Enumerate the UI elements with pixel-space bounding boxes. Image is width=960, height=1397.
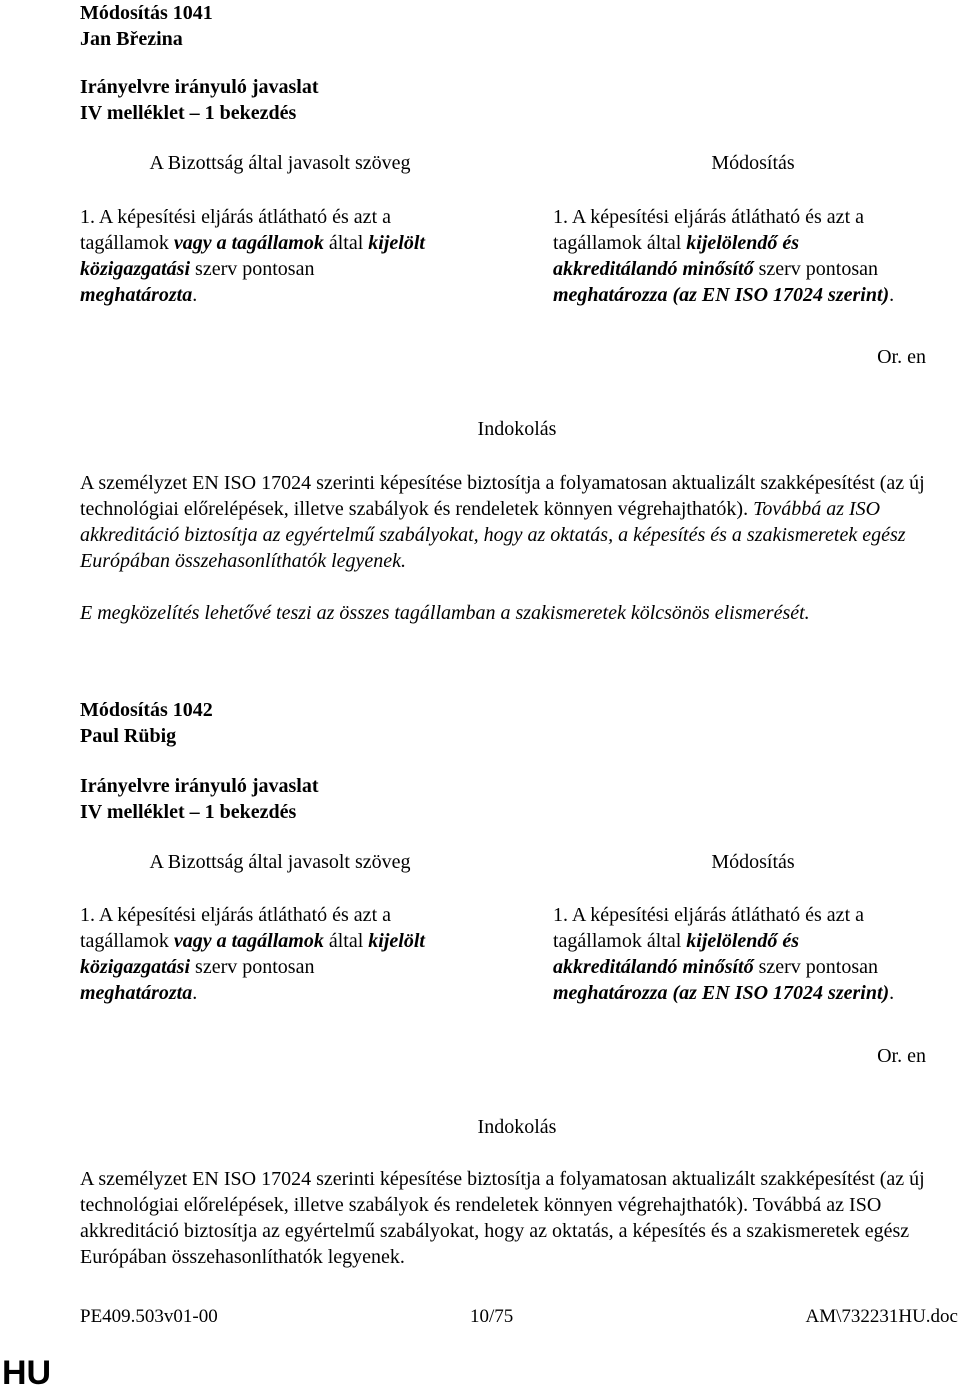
text-run: 1. A képesítési eljárás átlátható és azt a [553, 904, 864, 926]
inserted-text: kijelölendő és [686, 232, 800, 254]
justification-paragraph: E megközelítés lehetővé teszi az összes tagállamban a szakismeretek kölcsönös elismerését. [80, 602, 810, 624]
column-heading-commission: A Bizottság által javasolt szöveg [149, 152, 411, 174]
column-heading-amendment: Módosítás [711, 851, 795, 873]
amendment-location: IV melléklet – 1 bekezdés [80, 102, 297, 124]
amendment-title: Módosítás 1041 [80, 2, 213, 24]
text-run: szerv pontosan [753, 956, 879, 978]
text-run: szerv pontosan [190, 956, 315, 978]
justification-paragraph [80, 1166, 940, 1270]
column-heading-amendment: Módosítás [711, 152, 795, 174]
original-language: Or. en [877, 346, 926, 368]
text-run: . [192, 284, 198, 306]
inserted-text: kijelölendő és [686, 930, 800, 952]
justification-text: A személyzet EN ISO 17024 szerinti képesítése biztosítja a folyamatosan aktualizált szakképesítést (az új technológiai előrelépések, illetve szabályok és rendeletek könnyen végrehajthatók). [80, 472, 925, 520]
amendment-author: Paul Rübig [80, 725, 177, 747]
inserted-text: akkreditálandó minősítő [553, 258, 754, 280]
justification-text-italic: Továbbá az ISO akkreditáció biztosítja az egyértelmű szabályokat, hogy az oktatás, a képesítés és a szakismeretek egész Európában összehasonlíthatók legyenek. [80, 498, 906, 572]
column-heading-commission: A Bizottság által javasolt szöveg [149, 851, 411, 873]
deleted-text: vagy a tagállamok [173, 232, 324, 254]
commission-text [80, 902, 480, 1006]
text-run: tagállamok [80, 930, 174, 952]
text-run: tagállamok [80, 232, 174, 254]
amendment-author: Jan Březina [80, 28, 183, 50]
inserted-text: meghatározza (az EN ISO 17024 szerint) [553, 284, 890, 306]
justification-text: A személyzet EN ISO 17024 szerinti képesítése biztosítja a folyamatosan aktualizált szakképesítést (az új technológiai előrelépések, illetve szabályok és rendeletek könnyen végrehajthatók). [80, 1168, 925, 1216]
text-run: 1. A képesítési eljárás átlátható és azt a [80, 904, 391, 926]
commission-text [80, 204, 480, 308]
text-run: . [889, 982, 895, 1004]
justification-title: Indokolás [477, 1116, 557, 1138]
justification-paragraph [80, 470, 940, 574]
inserted-text: akkreditálandó minősítő [553, 956, 754, 978]
deleted-text: vagy a tagállamok [173, 930, 324, 952]
footer-document-name: AM\732231HU.doc [805, 1306, 958, 1327]
text-run: tagállamok által [553, 930, 687, 952]
text-run: szerv pontosan [190, 258, 315, 280]
footer-reference: PE409.503v01-00 [80, 1306, 218, 1327]
amendment-location: IV melléklet – 1 bekezdés [80, 801, 297, 823]
text-run: 1. A képesítési eljárás átlátható és azt a [80, 206, 391, 228]
inserted-text: meghatározza (az EN ISO 17024 szerint) [553, 982, 890, 1004]
deleted-text: meghatározta [80, 982, 193, 1004]
amendment-title: Módosítás 1042 [80, 699, 213, 721]
text-run: szerv pontosan [753, 258, 879, 280]
deleted-text: közigazgatási [80, 956, 191, 978]
footer-page-number: 10/75 [470, 1306, 514, 1327]
language-code: HU [2, 1354, 52, 1392]
deleted-text: kijelölt [368, 232, 425, 254]
deleted-text: közigazgatási [80, 258, 191, 280]
text-run: . [889, 284, 895, 306]
justification-text-continued: Továbbá az ISO akkreditáció biztosítja az egyértelmű szabályokat, hogy az oktatás, a képesítés és a szakismeretek egész Európában összehasonlíthatók legyenek. [80, 1194, 910, 1268]
original-language: Or. en [877, 1045, 926, 1067]
amendment-text [553, 204, 953, 308]
justification-title: Indokolás [477, 418, 557, 440]
deleted-text: meghatározta [80, 284, 193, 306]
deleted-text: kijelölt [368, 930, 425, 952]
text-run: által [323, 232, 369, 254]
proposal-type: Irányelvre irányuló javaslat [80, 76, 319, 98]
text-run: 1. A képesítési eljárás átlátható és azt a [553, 206, 864, 228]
text-run: . [192, 982, 198, 1004]
amendment-text [553, 902, 953, 1006]
proposal-type: Irányelvre irányuló javaslat [80, 775, 319, 797]
text-run: tagállamok által [553, 232, 687, 254]
text-run: által [323, 930, 369, 952]
